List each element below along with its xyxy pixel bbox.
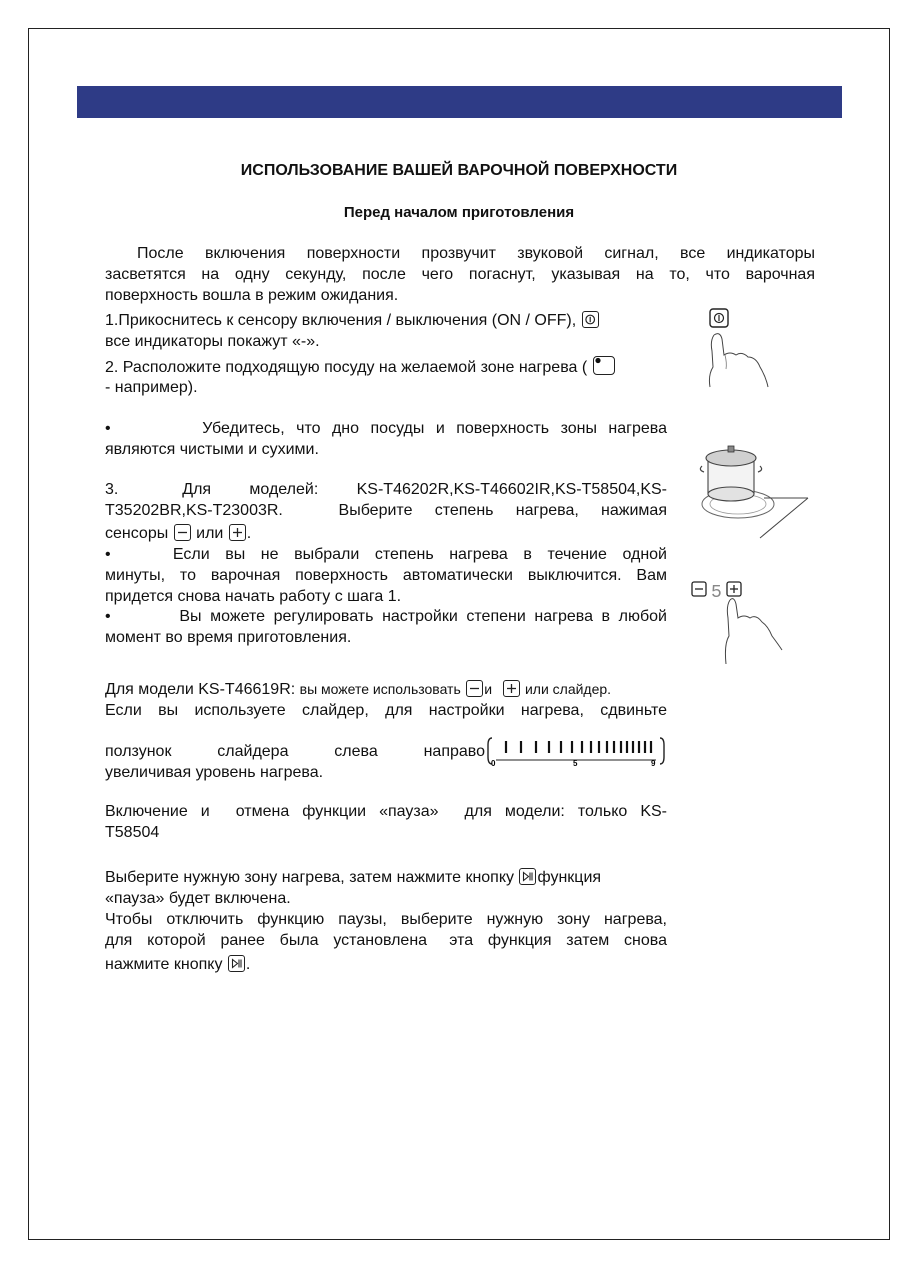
plus-icon (229, 524, 246, 541)
step3-line-3 (105, 523, 251, 544)
model-and: и (484, 681, 493, 697)
pause1-function: функция (537, 869, 602, 886)
display-digit: 5 (711, 583, 722, 603)
zone-icon (593, 356, 615, 375)
pause2-line-3 (105, 954, 250, 975)
pause2-line-1: Чтобы отключить функцию паузы, выберите нужную зону нагрева, (105, 911, 667, 928)
touch-level-illustration (690, 578, 790, 675)
model-prefix: Для модели KS-T46619R: (105, 681, 300, 698)
step3-or-label: или (196, 525, 224, 542)
model-line-3: ползунок слайдера слева направо (105, 743, 485, 760)
bullet2-line-1: • Если вы не выбрали степень нагрева в течение одной (105, 546, 667, 563)
model-line-4: увеличивая уровень нагрева. (105, 764, 324, 781)
section-subtitle: Перед началом приготовления (343, 204, 575, 221)
pause2-period: . (245, 956, 251, 973)
bullet1-line-1: • Убедитесь, что дно посуды и поверхность зоны нагрева (105, 420, 667, 437)
intro-line-3: поверхность вошла в режим ожидания. (105, 287, 399, 304)
bullet1-line-2: являются чистыми и сухими. (105, 441, 319, 458)
power-icon (582, 311, 599, 328)
page-title: ИСПОЛЬЗОВАНИЕ ВАШЕЙ ВАРОЧНОЙ ПОВЕРХНОСТИ (240, 162, 678, 179)
step2-line-2: - например). (105, 379, 198, 396)
step3-line-2: T35202BR,KS-T23003R. Выберите степень нагрева, нажимая (105, 502, 667, 519)
intro-line-2: засветятся на одну секунду, после чего погаснут, указывая на то, что варочная (105, 266, 815, 283)
pause2-text: нажмите кнопку (105, 956, 223, 973)
model-text-1: вы можете использовать (299, 681, 461, 697)
step2-text: 2. Расположите подходящую посуду на желаемой зоне нагрева ( (105, 359, 588, 376)
pause1-text: Выберите нужную зону нагрева, затем нажмите кнопку (105, 869, 515, 886)
slider-label-9: 9 (651, 759, 656, 768)
slider-icon (486, 735, 666, 774)
pause-heading-line-1: Включение и отмена функции «пауза» для модели: только KS- (105, 803, 667, 820)
step3-line-1: 3. Для моделей: KS-T46202R,KS-T46602IR,KS-T58504,KS- (105, 481, 667, 498)
pause1-line-1 (105, 867, 667, 888)
pause2-line-2: для которой ранее была установлена эта функция затем снова (105, 932, 667, 949)
step1-line-1 (105, 310, 675, 331)
model-text-2: или слайдер. (524, 681, 612, 697)
bullet2-line-2: минуты, то варочная поверхность автоматически выключится. Вам (105, 567, 667, 584)
slider-label-0: 0 (491, 759, 496, 768)
model-plus-icon (503, 680, 520, 697)
bullet2-line-3: придется снова начать работу с шага 1. (105, 588, 402, 605)
step1-line-2: все индикаторы покажут «-». (105, 333, 320, 350)
play-pause-icon (519, 868, 536, 885)
step3-period: . (246, 525, 252, 542)
minus-icon (174, 524, 191, 541)
pause1-line-2: «пауза» будет включена. (105, 890, 291, 907)
step2-line-1 (105, 356, 685, 378)
bullet3-line-1: • Вы можете регулировать настройки степени нагрева в любой (105, 608, 667, 625)
intro-line-1: После включения поверхности прозвучит звуковой сигнал, все индикаторы (137, 245, 815, 262)
header-band (77, 86, 842, 118)
play-pause-icon-2 (228, 955, 245, 972)
model-line-1 (105, 679, 611, 700)
pot-on-zone-illustration (696, 438, 811, 548)
touch-power-illustration (700, 305, 790, 405)
model-line-2: Если вы используете слайдер, для настройки нагрева, сдвиньте (105, 702, 667, 719)
pause-heading-line-2: T58504 (105, 824, 160, 841)
bullet3-line-2: момент во время приготовления. (105, 629, 352, 646)
step3-sensors-label: сенсоры (105, 525, 169, 542)
model-minus-icon (466, 680, 483, 697)
step1-text: 1.Прикоснитесь к сенсору включения / выключения (ON / OFF), (105, 312, 577, 329)
slider-label-5: 5 (573, 759, 578, 768)
